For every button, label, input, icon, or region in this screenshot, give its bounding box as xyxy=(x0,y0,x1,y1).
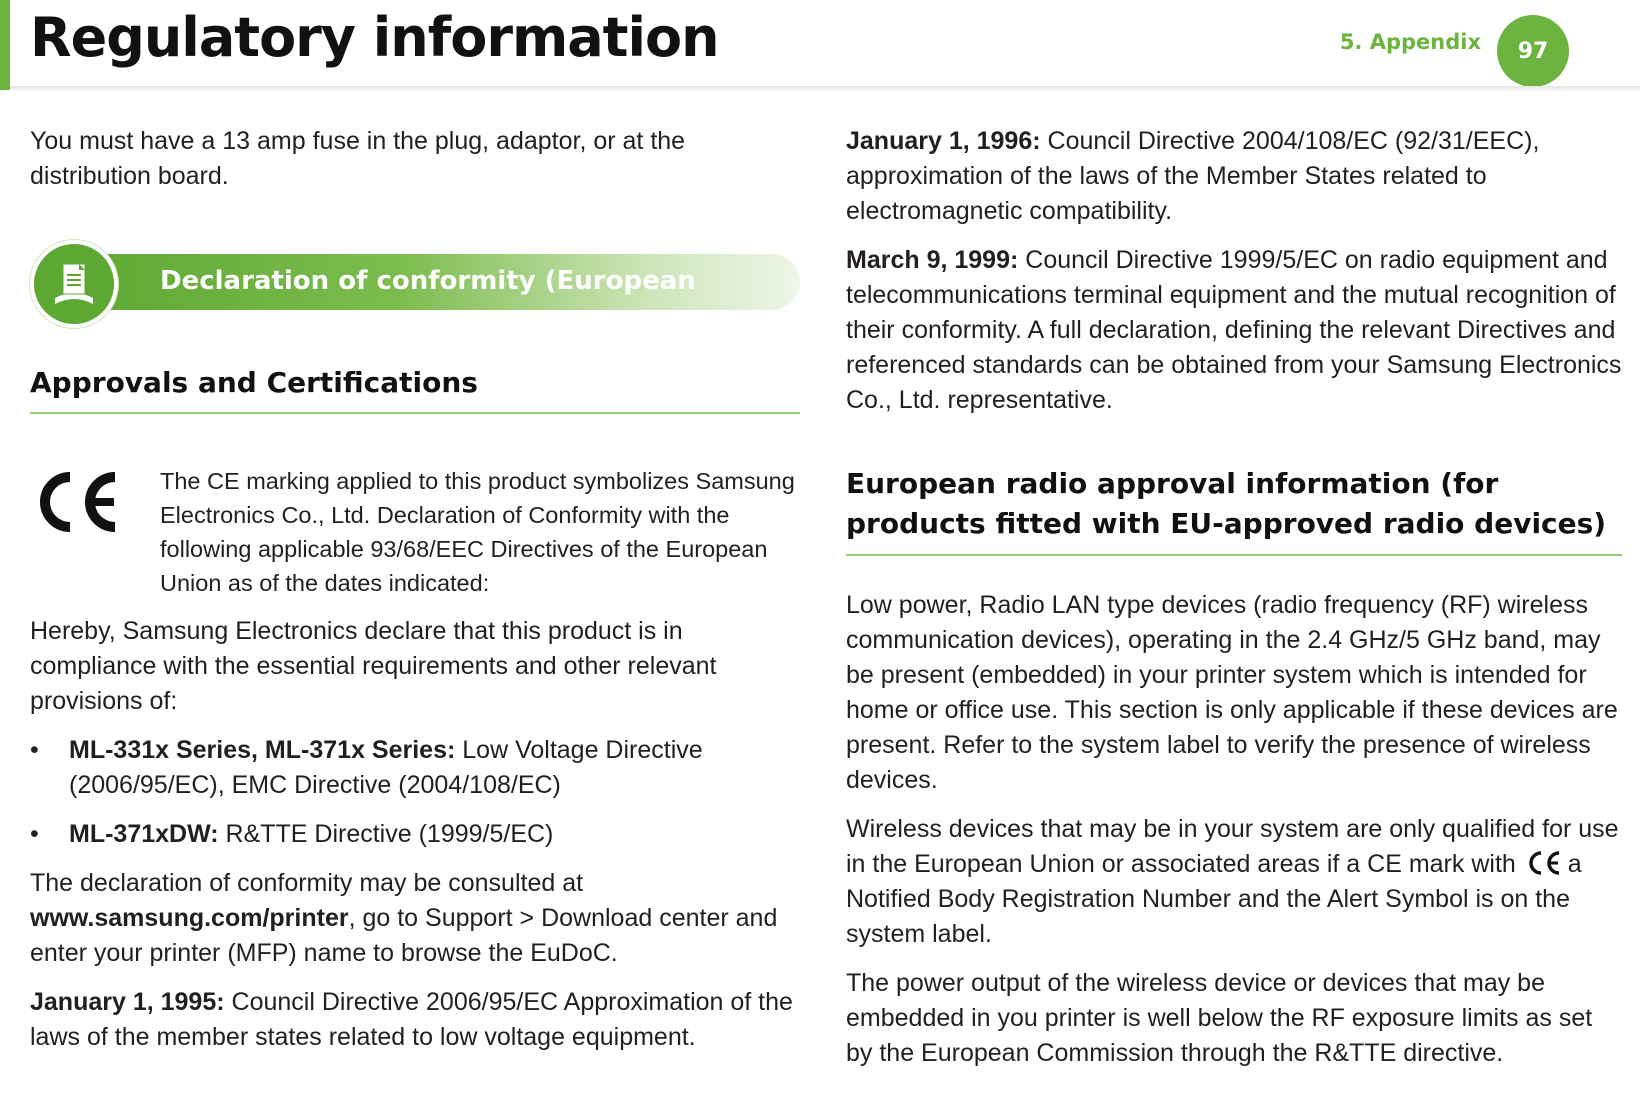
ce-marking-text: The CE marking applied to this product symbolizes Samsung Electronics Co., Ltd. Declaration of Conformity with the following applicable 93/68/EEC Directives of the European Union as of the dates indicated: xyxy=(160,468,795,596)
series-label: ML-331x Series, ML-371x Series: xyxy=(69,736,456,764)
wireless-devices-paragraph xyxy=(846,812,1622,952)
left-column xyxy=(30,124,800,1069)
ce-mark-icon xyxy=(30,464,160,600)
date-1999-paragraph xyxy=(846,243,1622,418)
date-text: Council Directive 1999/5/EC on radio equipment and telecommunications terminal equipment and the mutual recognition of their conformity. A full declaration, defining the relevant Directives and referenced standards can be obtained from your Samsung Electronics Co., Ltd. representative. xyxy=(846,246,1622,414)
ce-mark-icon xyxy=(1524,849,1564,877)
date-label: January 1, 1995: xyxy=(30,988,225,1016)
section-banner-title: Declaration of conformity (European xyxy=(160,266,696,296)
ce-declaration xyxy=(30,464,800,600)
power-output-paragraph: The power output of the wireless device or devices that may be embedded in you printer is well below the RF exposure limits as set by the European Commission through the R&TTE directive. xyxy=(846,969,1593,1067)
page-title: Regulatory information xyxy=(30,6,719,69)
document-icon xyxy=(30,240,118,328)
samsung-link[interactable]: www.samsung.com/printer xyxy=(30,904,349,932)
header-accent-strip xyxy=(0,0,10,90)
directive-list xyxy=(30,733,800,852)
date-label: March 9, 1999: xyxy=(846,246,1019,274)
list-item xyxy=(30,733,800,803)
hereby-paragraph: Hereby, Samsung Electronics declare that this product is in compliance with the essential requirements and other relevant provisions of: xyxy=(30,617,717,715)
consult-text: The declaration of conformity may be consulted at xyxy=(30,869,584,897)
wireless-text-before: Wireless devices that may be in your system are only qualified for use in the European Union or associated areas if a CE mark with xyxy=(846,815,1619,878)
directive-text: R&TTE Directive (1999/5/EC) xyxy=(218,820,554,848)
intro-paragraph: You must have a 13 amp fuse in the plug, adaptor, or at the distribution board. xyxy=(30,127,686,190)
header-divider xyxy=(10,86,1640,92)
consult-rest: , go to Support > Download center and enter your printer (MFP) name to browse the EuDoC. xyxy=(30,904,778,967)
list-item xyxy=(30,817,800,852)
radio-approval-heading: European radio approval information (for products fitted with EU-approved radio devices) xyxy=(846,464,1622,556)
series-label: ML-371xDW: xyxy=(69,820,219,848)
bullet: • xyxy=(30,736,39,764)
consult-paragraph xyxy=(30,866,800,971)
date-text: Council Directive 2004/108/EC (92/31/EEC), approximation of the laws of the Member States related to electromagnetic compatibility. xyxy=(846,127,1540,225)
bullet: • xyxy=(30,820,39,848)
date-1995-paragraph xyxy=(30,985,800,1055)
right-column xyxy=(846,124,1622,1085)
directive-text: Low Voltage Directive (2006/95/EC), EMC Directive (2004/108/EC) xyxy=(69,736,703,799)
chapter-label: 5. Appendix xyxy=(1339,30,1481,54)
approvals-heading: Approvals and Certifications xyxy=(30,364,800,414)
wireless-text-after: a Notified Body Registration Number and the Alert Symbol is on the system label. xyxy=(846,850,1582,948)
radio-lan-paragraph: Low power, Radio LAN type devices (radio frequency (RF) wireless communication devices), operating in the 2.4 GHz/5 GHz band, may be present (embedded) in your printer system which is intended for home or office use. This section is only applicable if these devices are present. Refer to the system label to verify the presence of wireless devices. xyxy=(846,591,1618,794)
date-text: Council Directive 2006/95/EC Approximation of the laws of the member states related to low voltage equipment. xyxy=(30,988,793,1051)
section-banner-bar xyxy=(76,254,800,310)
date-1996-paragraph xyxy=(846,124,1622,229)
date-label: January 1, 1996: xyxy=(846,127,1041,155)
page-number-badge: 97 xyxy=(1497,15,1569,87)
section-banner xyxy=(30,240,800,328)
